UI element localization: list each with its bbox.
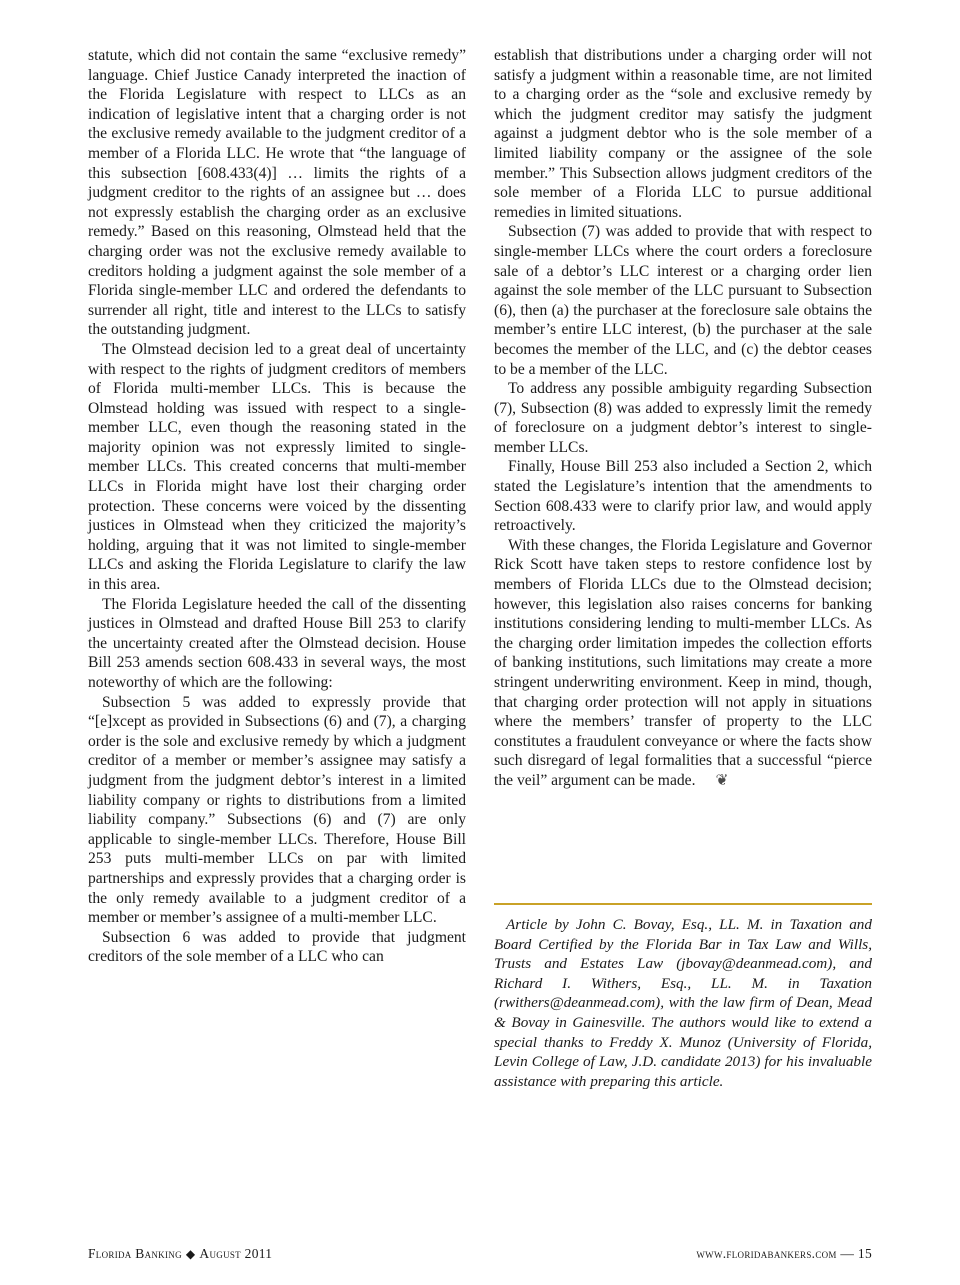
right-column xyxy=(494,46,872,791)
page-number: — 15 xyxy=(840,1246,872,1261)
byline-divider xyxy=(494,903,872,905)
publication-name: Florida Banking xyxy=(88,1246,182,1261)
author-byline xyxy=(494,915,872,1091)
website-link[interactable]: www.floridabankers.com xyxy=(696,1246,837,1261)
issue-date: August 2011 xyxy=(199,1246,273,1261)
body-paragraph xyxy=(494,536,872,791)
footer-site xyxy=(696,1246,872,1262)
body-paragraph: Subsection 6 was added to provide that judgment creditors of the sole member of a LLC who can xyxy=(88,928,466,966)
left-column xyxy=(88,46,466,967)
diamond-icon: ◆ xyxy=(185,1247,196,1261)
body-paragraph: establish that distributions under a charging order will not satisfy a judgment within a reasonable time, are not limited to a charging order as the “sole and exclusive remedy by which the judgment creditor may satisfy the judgment against a judgment debtor who is the sole member of a limited liability company or the assignee of the sole member.” This Subsection allows judgment creditors of the sole member of a Florida LLC to pursue additional remedies in limited situations. xyxy=(494,47,872,221)
body-paragraph: The Florida Legislature heeded the call of the dissenting justices in Olmstead and drafted House Bill 253 to clarify the uncertainty created after the Olmstead decision. House Bill 253 amends section 608.433 in several ways, the most noteworthy of which are the following: xyxy=(88,595,466,691)
body-paragraph: Subsection (7) was added to provide that with respect to single-member LLCs where the court orders a foreclosure sale of a debtor’s LLC interest or a charging order lien against the sole member of the LLC pursuant to Subsection (6), then (a) the purchaser at the foreclosure sale obtains the member’s entire LLC interest, (b) the purchaser at the sale becomes the member of the LLC, and (c) the debtor ceases to be a member of the LLC. xyxy=(494,223,872,378)
body-paragraph: Subsection 5 was added to expressly provide that “[e]xcept as provided in Subsections (6) and (7), a charging order is the sole and exclusive remedy by which a judgment creditor of a member or member’s assignee may satisfy a judgment from the judgment debtor’s interest in a limited liability company or rights to distributions from a limited liability company.” Subsections (6) and (7) are only applicable to single-member LLCs. Therefore, House Bill 253 puts multi-member LLCs on par with limited partnerships and expressly provides that a charging order is the only remedy available to a judgment creditor of a member or member’s assignee of a multi-member LLC. xyxy=(88,693,466,927)
footer-publication xyxy=(88,1246,272,1262)
palm-tree-icon: ❦ xyxy=(715,771,729,789)
byline-text: Article by John C. Bovay, Esq., LL. M. in Taxation and Board Certified by the Florida Bar in Tax Law and Wills, Trusts and Estates Law (jbovay@deanmead.com), and Richard I. Withers, Esq., LL. M. in Taxation (rwithers@deanmead.com), with the law firm of Dean, Mead & Bovay in Gainesville. The authors would like to extend a special thanks to Freddy X. Munoz (University of Florida, Levin College of Law, J.D. candidate 2013) for his invaluable assistance with preparing this article. xyxy=(494,916,872,1090)
body-paragraph: Finally, House Bill 253 also included a Section 2, which stated the Legislature’s intention that the amendments to Section 608.433 were to clarify prior law, and would apply retroactively. xyxy=(494,458,872,535)
body-paragraph: The Olmstead decision led to a great deal of uncertainty with respect to the rights of judgment creditors of members of Florida multi-member LLCs. This is because the Olmstead holding was issued with respect to a single-member LLC, even though the reasoning stated in the majority opinion was not expressly limited to single-member LLCs. This created concerns that multi-member LLCs in Florida might have lost their charging order protection. These concerns were voiced by the dissenting justices in Olmstead when they criticized the majority’s holding, arguing that it was not limited to single-member LLCs and asking the Florida Legislature to clarify the law in this area. xyxy=(88,340,466,594)
body-paragraph: statute, which did not contain the same “exclusive remedy” language. Chief Justice Canady interpreted the inaction of the Florida Legislature with respect to LLCs as an indication of legislative intent that a charging order is not the exclusive remedy available to the judgment creditor of a member of a Florida LLC. He wrote that “the language of this subsection [608.433(4)] … limits the rights of a judgment creditor to the rights of an assignee but … does not expressly establish the charging order as an exclusive remedy.” Based on this reasoning, Olmstead held that the charging order was not the exclusive remedy available to creditors holding a judgment against the sole member of a Florida single-member LLC and ordered the defendants to surrender all right, title and interest to the LLCs to satisfy the outstanding judgment. xyxy=(88,47,466,339)
closing-paragraph-text: With these changes, the Florida Legislature and Governor Rick Scott have taken steps to restore confidence lost by members of Florida LLCs due to the Olmstead decision; however, this legislation also raises concerns for banking institutions considering lending to multi-member LLCs. As the charging order limitation impedes the collection efforts of banking institutions, such limitations may create a more stringent underwriting environment. Keep in mind, though, that charging order protection will not apply in situations where the members’ transfer of property to the LLC constitutes a fraudulent conveyance or where the facts show such disregard of legal formalities that a successful “pierce the veil” argument can be made. xyxy=(494,536,872,789)
body-paragraph: To address any possible ambiguity regarding Subsection (7), Subsection (8) was added to expressly limit the remedy of foreclosure on a judgment debtor’s interest to single-member LLCs. xyxy=(494,380,872,456)
